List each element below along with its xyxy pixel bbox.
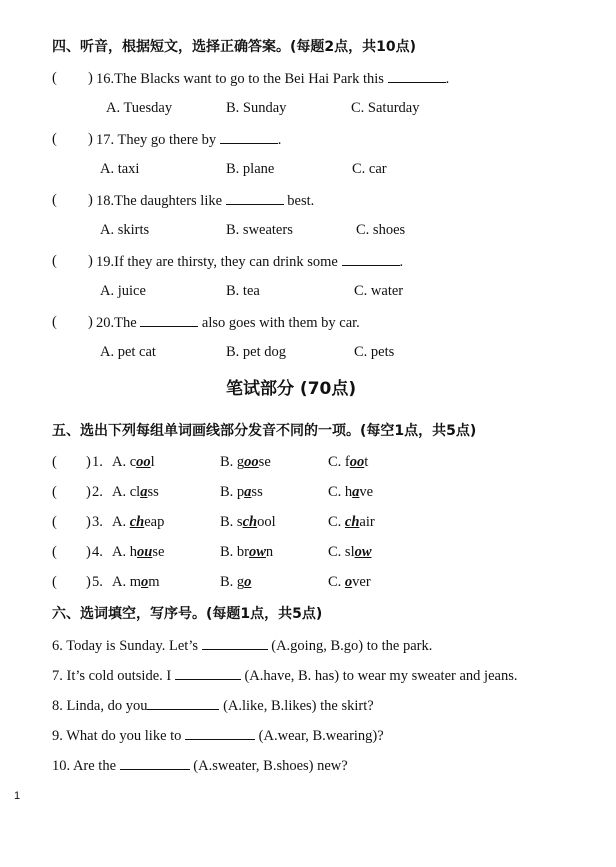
word-part: ool	[257, 514, 276, 530]
word-part: B. g	[220, 454, 245, 470]
answer-blank[interactable]	[147, 697, 219, 710]
word-option-c	[328, 544, 372, 561]
question-text-after: .	[277, 132, 282, 148]
word-part: C. sl	[328, 544, 355, 560]
word-option-b	[220, 514, 276, 531]
word-part: eap	[144, 514, 165, 530]
option-c: C. shoes	[356, 222, 406, 238]
answer-paren-close: )	[86, 514, 91, 530]
answer-paren-open: (	[52, 70, 57, 86]
answer-paren-open: (	[52, 454, 57, 470]
item-number: 5.	[92, 574, 103, 590]
answer-paren-open: (	[52, 192, 57, 208]
option-a: A. juice	[100, 283, 146, 299]
word-part: m	[148, 574, 160, 590]
item-text: 8. Linda, do you	[52, 698, 148, 714]
word-option-a	[112, 514, 164, 531]
option-b: B. plane	[226, 161, 275, 177]
word-option-c	[328, 454, 368, 471]
word-option-b	[220, 454, 271, 471]
word-part: ver	[352, 574, 371, 590]
answer-paren-close: )	[88, 70, 93, 86]
word-option-b	[220, 574, 251, 591]
question-19	[96, 253, 403, 271]
item-choices: (A.like, B.likes) the skirt?	[223, 698, 374, 714]
option-b: B. sweaters	[226, 222, 293, 238]
item-number: 2.	[92, 484, 103, 500]
question-text-after: also goes with them by car.	[201, 315, 360, 331]
answer-paren-open: (	[52, 314, 57, 330]
fill-item-9	[52, 727, 384, 745]
underlined-letters: o	[244, 574, 252, 590]
word-part: C. f	[328, 454, 350, 470]
answer-paren-close: )	[88, 131, 93, 147]
question-17	[96, 131, 281, 149]
word-option-c	[328, 514, 375, 531]
underlined-letters: ow	[249, 544, 266, 560]
answer-paren-close: )	[86, 484, 91, 500]
underlined-letters: oo	[136, 454, 151, 470]
answer-paren-open: (	[52, 514, 57, 530]
word-part: A. h	[112, 544, 137, 560]
answer-paren-close: )	[88, 253, 93, 269]
underlined-letters: ow	[354, 544, 372, 560]
word-part: B. p	[220, 484, 245, 500]
word-part: t	[364, 454, 369, 470]
question-text: 18.The daughters like	[96, 193, 223, 209]
item-text: 9. What do you like to	[52, 728, 182, 744]
answer-blank[interactable]	[226, 192, 284, 205]
word-option-b	[220, 484, 263, 501]
word-part: B. g	[220, 574, 245, 590]
option-a: A. skirts	[100, 222, 150, 238]
section-5-title: 五、选出下列每组单词画线部分发音不同的一项。(每空1点，共5点)	[52, 423, 477, 439]
word-part: C.	[328, 574, 345, 590]
fill-item-8	[52, 697, 374, 715]
word-part: air	[359, 514, 375, 530]
underlined-letters: a	[352, 484, 360, 500]
word-option-c	[328, 484, 373, 501]
underlined-letters: ou	[136, 544, 153, 560]
answer-blank[interactable]	[185, 727, 255, 740]
option-a: A. pet cat	[100, 344, 156, 360]
fill-item-7	[52, 667, 517, 685]
item-choices: (A.wear, B.wearing)?	[258, 728, 384, 744]
fill-item-10	[52, 757, 348, 775]
item-choices: (A.sweater, B.shoes) new?	[193, 758, 348, 774]
question-text-after: .	[399, 254, 404, 270]
question-16	[96, 70, 449, 88]
question-text: 17. They go there by	[96, 132, 217, 148]
question-18	[96, 192, 314, 210]
word-part: ss	[147, 484, 159, 500]
item-number: 3.	[92, 514, 103, 530]
underlined-letters: o	[344, 574, 353, 590]
section-6-title: 六、选词填空，写序号。(每题1点，共5点)	[52, 606, 323, 622]
item-choices: (A.have, B. has) to wear my sweater and jeans.	[244, 668, 518, 684]
answer-blank[interactable]	[140, 314, 198, 327]
option-c: C. pets	[354, 344, 395, 360]
answer-blank[interactable]	[175, 667, 241, 680]
item-text: 7. It’s cold outside. I	[52, 668, 172, 684]
question-text: 19.If they are thirsty, they can drink some	[96, 254, 338, 270]
answer-blank[interactable]	[202, 637, 268, 650]
answer-paren-close: )	[86, 574, 91, 590]
answer-paren-open: (	[52, 484, 57, 500]
underlined-letters: ch	[129, 514, 145, 530]
answer-paren-open: (	[52, 131, 57, 147]
question-text-after: .	[445, 71, 450, 87]
word-option-c	[328, 574, 371, 591]
question-text: 16.The Blacks want to go to the Bei Hai Park this	[96, 71, 384, 87]
underlined-letters: ch	[344, 514, 360, 530]
question-20	[96, 314, 360, 332]
answer-blank[interactable]	[342, 253, 400, 266]
word-part: ss	[251, 484, 263, 500]
option-b: B. tea	[226, 283, 260, 299]
item-choices: (A.going, B.go) to the park.	[271, 638, 433, 654]
answer-paren-close: )	[88, 192, 93, 208]
written-part-title: 笔试部分 (70点)	[226, 379, 357, 399]
option-c: C. Saturday	[351, 100, 420, 116]
page-number: 1	[14, 790, 21, 802]
option-b: B. pet dog	[226, 344, 287, 360]
word-option-a	[112, 454, 155, 471]
underlined-letters: oo	[244, 454, 259, 470]
word-part: A. cl	[112, 484, 141, 500]
fill-item-6	[52, 637, 432, 655]
question-text: 20.The	[96, 315, 137, 331]
answer-paren-close: )	[86, 454, 91, 470]
item-number: 1.	[92, 454, 103, 470]
word-part: A. c	[112, 454, 137, 470]
item-text: 10. Are the	[52, 758, 117, 774]
word-option-a	[112, 544, 164, 561]
option-a: A. Tuesday	[106, 100, 173, 116]
answer-blank[interactable]	[120, 757, 190, 770]
word-part: B. s	[220, 514, 243, 530]
answer-paren-open: (	[52, 253, 57, 269]
word-option-a	[112, 484, 159, 501]
answer-blank[interactable]	[220, 131, 278, 144]
answer-paren-open: (	[52, 574, 57, 590]
word-part: A.	[112, 514, 130, 530]
answer-paren-close: )	[86, 544, 91, 560]
item-number: 4.	[92, 544, 103, 560]
word-part: C. h	[328, 484, 353, 500]
word-part: B. br	[220, 544, 249, 560]
word-part: C.	[328, 514, 345, 530]
word-option-a	[112, 574, 160, 591]
word-part: ve	[359, 484, 374, 500]
word-part: l	[150, 454, 155, 470]
option-c: C. car	[352, 161, 387, 177]
answer-paren-close: )	[88, 314, 93, 330]
underlined-letters: oo	[349, 454, 365, 470]
underlined-letters: o	[141, 574, 149, 590]
section-4-title: 四、听音，根据短文，选择正确答案。(每题2点，共10点)	[52, 39, 417, 55]
underlined-letters: a	[244, 484, 252, 500]
answer-blank[interactable]	[388, 70, 446, 83]
answer-paren-open: (	[52, 544, 57, 560]
option-a: A. taxi	[100, 161, 140, 177]
underlined-letters: ch	[242, 514, 258, 530]
option-b: B. Sunday	[226, 100, 287, 116]
underlined-letters: a	[140, 484, 148, 500]
word-option-b	[220, 544, 273, 561]
word-part: n	[265, 544, 274, 560]
item-text: 6. Today is Sunday. Let’s	[52, 638, 198, 654]
word-part: se	[152, 544, 165, 560]
option-c: C. water	[354, 283, 404, 299]
word-part: A. m	[112, 574, 141, 590]
question-text-after: best.	[287, 193, 315, 209]
word-part: se	[258, 454, 271, 470]
